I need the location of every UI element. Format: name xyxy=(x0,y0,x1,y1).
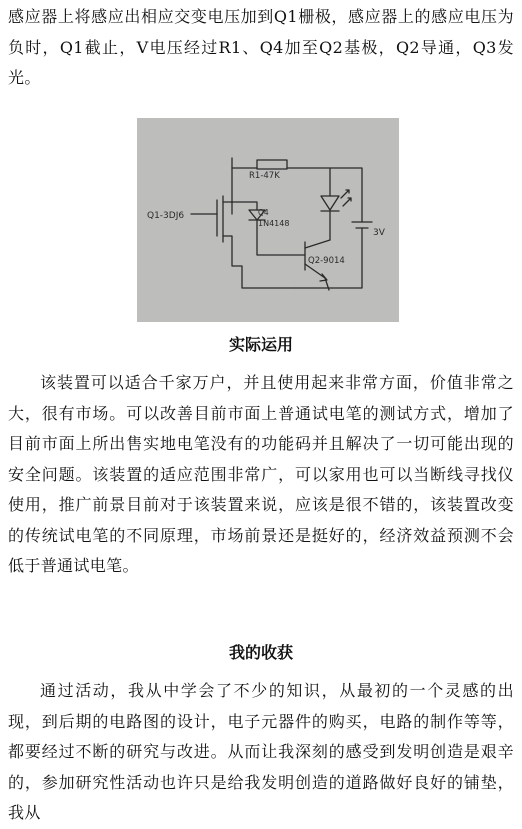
circuit-photo xyxy=(137,118,399,322)
application-paragraph: 该装置可以适合千家万户，并且使用起来非常方面，价值非常之大，很有市场。可以改善目前市面上普通试电笔的测试方式，增加了目前市面上所出售实地电笔没有的功能码并且解决了一切可能出现的安全问题。该装置的适应范围非常广，可以家用也可以当断线寻找仪使用，推广前景目前对于该装置来说，应该是很不错的，该装置改变的传统试电笔的不同原理，市场前景还是挺好的，经济效益预测不会低于普通试电笔。 xyxy=(8,373,514,575)
label-battery: 3V xyxy=(373,228,385,238)
circuit-diagram xyxy=(137,118,399,322)
resistor-r1 xyxy=(257,160,287,169)
label-q1: Q1-3DJ6 xyxy=(147,211,185,221)
section-heading-gains: 我的收获 xyxy=(228,643,293,662)
label-q4-part: 1N4148 xyxy=(258,219,290,228)
label-q2: Q2-9014 xyxy=(308,256,345,266)
gains-paragraph: 通过活动，我从中学会了不少的知识，从最初的一个灵感的出现，到后期的电路图的设计，电子元器件的购买，电路的制作等等，都要经过不断的研究与改进。从而让我深刻的感受到发明创造是艰辛的，参加研究性活动也许只是给我发明创造的道路做好良好的铺垫，我从 xyxy=(8,681,514,822)
intro-paragraph: 感应器上将感应出相应交变电压加到Q1栅极，感应器上的感应电压为负时，Q1截止，V电压经过R1、Q4加至Q2基极，Q2导通，Q3发光。 xyxy=(8,7,514,87)
label-r1: R1-47K xyxy=(249,171,280,181)
section-heading-application: 实际运用 xyxy=(228,335,293,354)
led-q3 xyxy=(321,196,339,210)
label-q4-name: Q4 xyxy=(258,208,269,217)
